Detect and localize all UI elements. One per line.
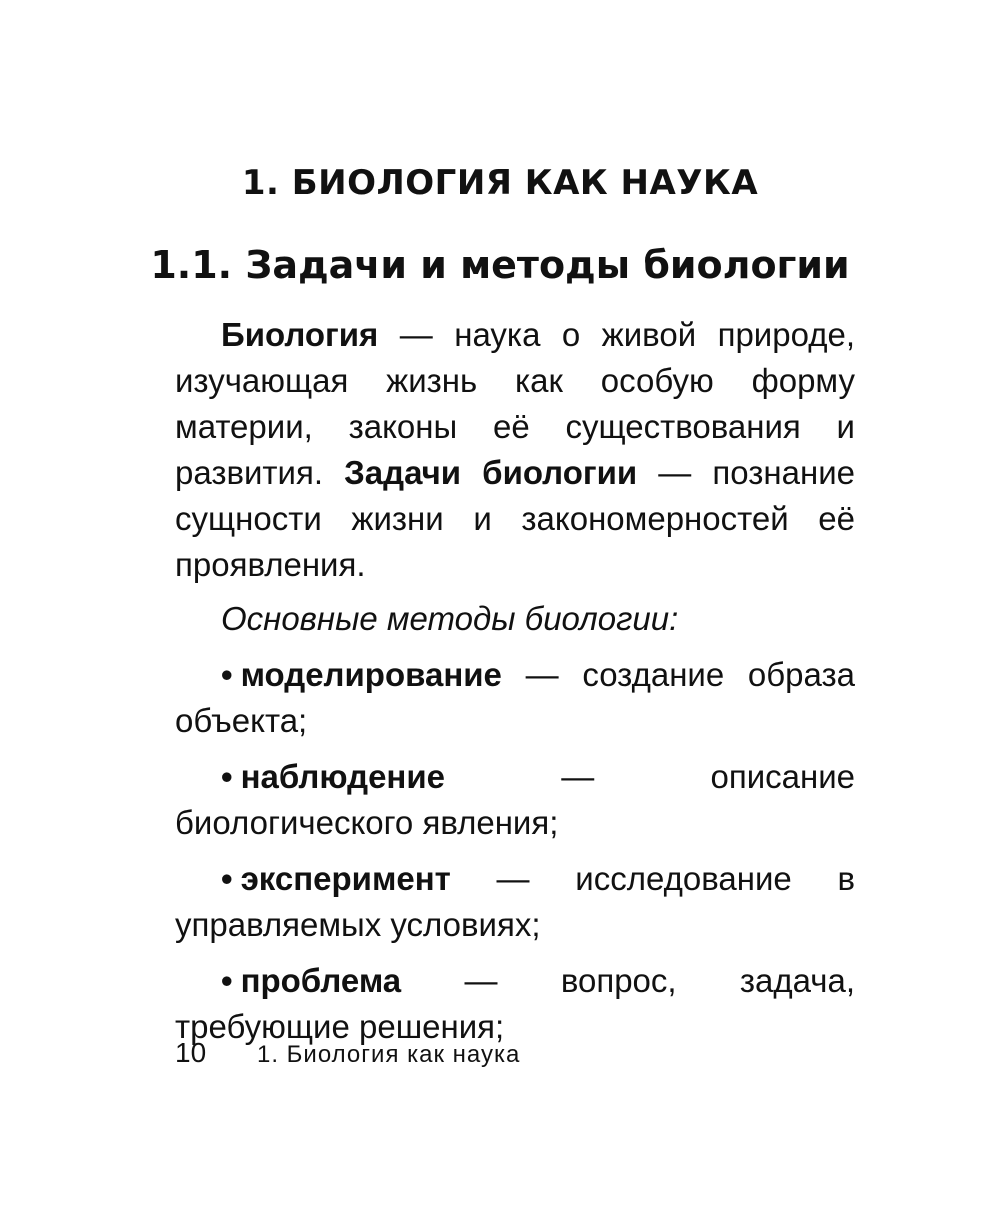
method-item-observation [175, 754, 855, 846]
intro-paragraph [175, 312, 855, 588]
methods-heading: Основные методы биологии: [221, 600, 679, 637]
bullet-icon: • [221, 656, 233, 693]
page-footer [175, 1037, 520, 1069]
chapter-title: 1. БИОЛОГИЯ КАК НАУКА [241, 163, 759, 203]
method-description: — вопрос, задача, требующие решения; [175, 962, 855, 1045]
method-term: наблюдение [240, 758, 445, 795]
method-term: моделирование [240, 656, 502, 693]
page-body [175, 312, 855, 1050]
bullet-icon: • [221, 962, 233, 999]
method-description: — описание биологического явления; [175, 758, 855, 841]
biology-definition: — наука о живой природе, изучающая жизнь как особую форму материи, законы её существования и развития. [175, 316, 855, 491]
method-description: — создание образа объекта; [175, 656, 855, 739]
method-item-modeling [175, 652, 855, 744]
bullet-icon: • [221, 758, 233, 795]
method-term: проблема [240, 962, 402, 999]
term-biology: Биология [221, 316, 379, 353]
bullet-icon: • [221, 860, 233, 897]
section-title: 1.1. Задачи и методы биологии [150, 243, 850, 287]
method-term: эксперимент [240, 860, 451, 897]
term-tasks: Задачи биологии [344, 454, 638, 491]
method-item-experiment [175, 856, 855, 948]
page-number: 10 [175, 1037, 207, 1068]
tasks-definition: — познание сущности жизни и закономерностей её проявления. [175, 454, 855, 583]
method-description: — исследование в управляемых условиях; [175, 860, 855, 943]
running-head: 1. Биология как наука [257, 1041, 521, 1068]
